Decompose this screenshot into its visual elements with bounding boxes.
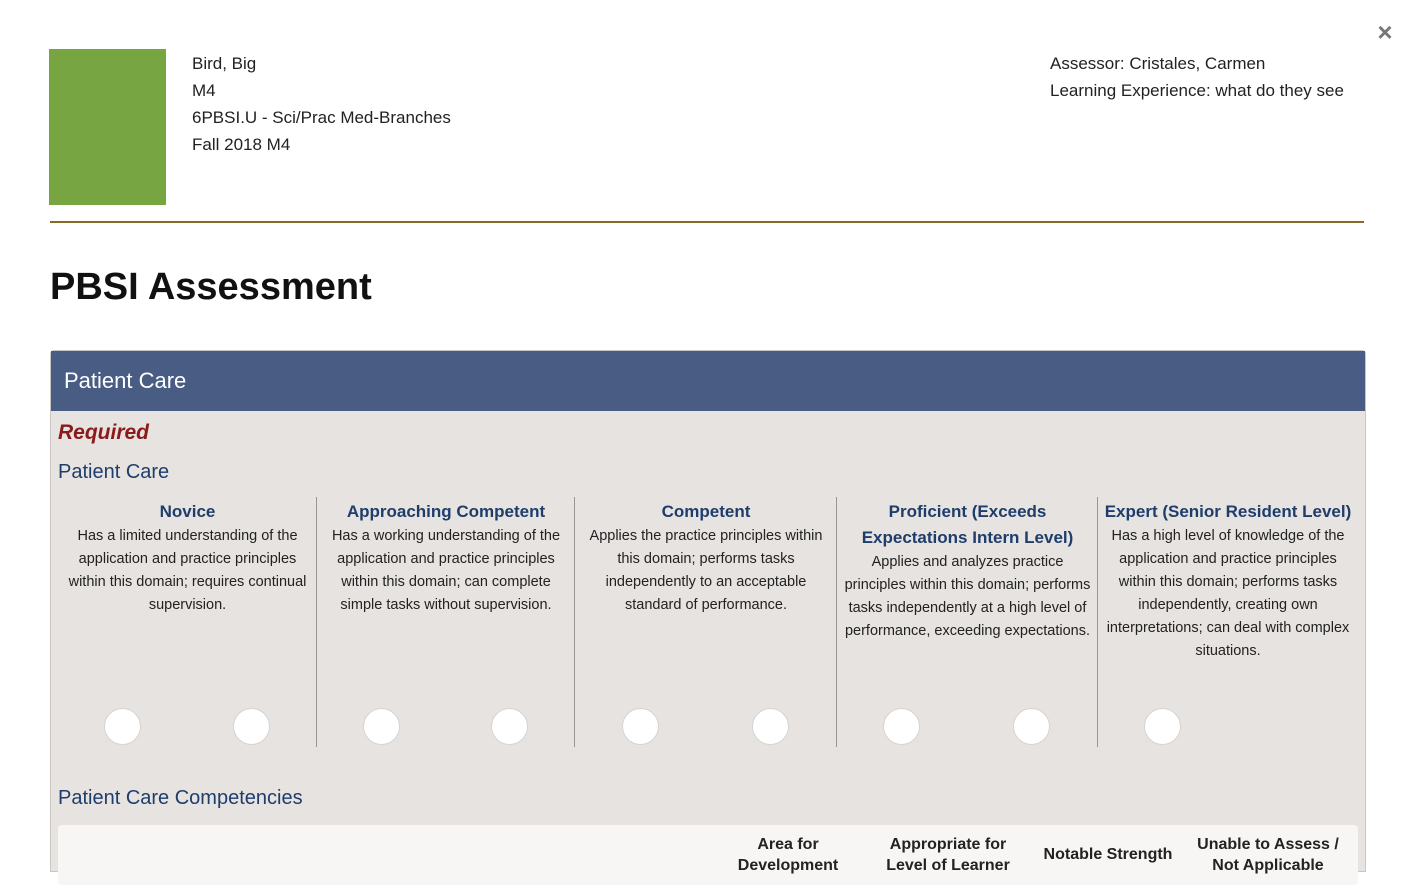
level-description: Applies and analyzes practice principles within this domain; performs tasks independently at a high level of performance, exceeding expectations. bbox=[844, 554, 1091, 639]
rating-radio-7[interactable] bbox=[883, 708, 920, 745]
level-title: Approaching Competent bbox=[346, 502, 546, 521]
subsection-title: Patient Care bbox=[58, 461, 170, 483]
column-unable-to-assess: Unable to Assess / Not Applicable bbox=[1197, 836, 1339, 874]
level-description: Has a limited understanding of the application and practice principles within this domain; requires continual supervision. bbox=[68, 528, 307, 613]
level-title: Competent bbox=[661, 502, 751, 521]
level-description: Has a working understanding of the application and practice principles within this domain; can complete simple tasks without supervision. bbox=[331, 528, 561, 613]
rating-radio-3[interactable] bbox=[363, 708, 400, 745]
level-title: Expert (Senior Resident Level) bbox=[1104, 502, 1352, 521]
level-description: Has a high level of knowledge of the application and practice principles within this domain; performs tasks independently, creating own interpretations; can deal with complex situations. bbox=[1106, 528, 1350, 659]
column-area-for-development: Area for Development bbox=[737, 836, 839, 874]
student-info bbox=[192, 50, 451, 158]
level-expert bbox=[1098, 497, 1358, 747]
rating-scale bbox=[58, 497, 1364, 747]
rating-radio-5[interactable] bbox=[622, 708, 659, 745]
rating-radio-4[interactable] bbox=[491, 708, 528, 745]
page-title: PBSI Assessment bbox=[50, 266, 372, 308]
rating-radio-8[interactable] bbox=[1013, 708, 1050, 745]
column-appropriate-for-level: Appropriate for Level of Learner bbox=[886, 836, 1010, 874]
student-year: M4 bbox=[192, 81, 216, 100]
level-title: Novice bbox=[159, 502, 216, 521]
section-header: Patient Care bbox=[51, 351, 1365, 411]
assessor-name: Assessor: Cristales, Carmen bbox=[1050, 54, 1266, 73]
student-photo bbox=[49, 49, 166, 205]
header-divider bbox=[50, 221, 1364, 223]
student-course: 6PBSI.U - Sci/Prac Med-Branches bbox=[192, 108, 451, 127]
rating-radio-2[interactable] bbox=[233, 708, 270, 745]
level-description: Applies the practice principles within this domain; performs tasks independently to an acceptable standard of performance. bbox=[589, 528, 823, 613]
competencies-table-header bbox=[58, 825, 1358, 885]
level-novice bbox=[58, 497, 317, 747]
patient-care-panel bbox=[50, 350, 1366, 872]
level-title: Proficient (Exceeds Expectations Intern Level) bbox=[861, 502, 1074, 547]
student-term: Fall 2018 M4 bbox=[192, 135, 291, 154]
rating-radio-1[interactable] bbox=[104, 708, 141, 745]
level-competent bbox=[575, 497, 837, 747]
rating-radio-9[interactable] bbox=[1144, 708, 1181, 745]
learning-experience: Learning Experience: what do they see bbox=[1050, 81, 1344, 100]
column-notable-strength: Notable Strength bbox=[1043, 846, 1173, 863]
rating-radio-6[interactable] bbox=[752, 708, 789, 745]
close-icon[interactable]: × bbox=[1377, 17, 1393, 47]
assessor-info bbox=[1050, 50, 1344, 104]
student-name: Bird, Big bbox=[192, 54, 257, 73]
competencies-title: Patient Care Competencies bbox=[58, 787, 303, 809]
level-approaching-competent bbox=[317, 497, 575, 747]
required-label: Required bbox=[58, 421, 150, 444]
level-proficient bbox=[837, 497, 1098, 747]
